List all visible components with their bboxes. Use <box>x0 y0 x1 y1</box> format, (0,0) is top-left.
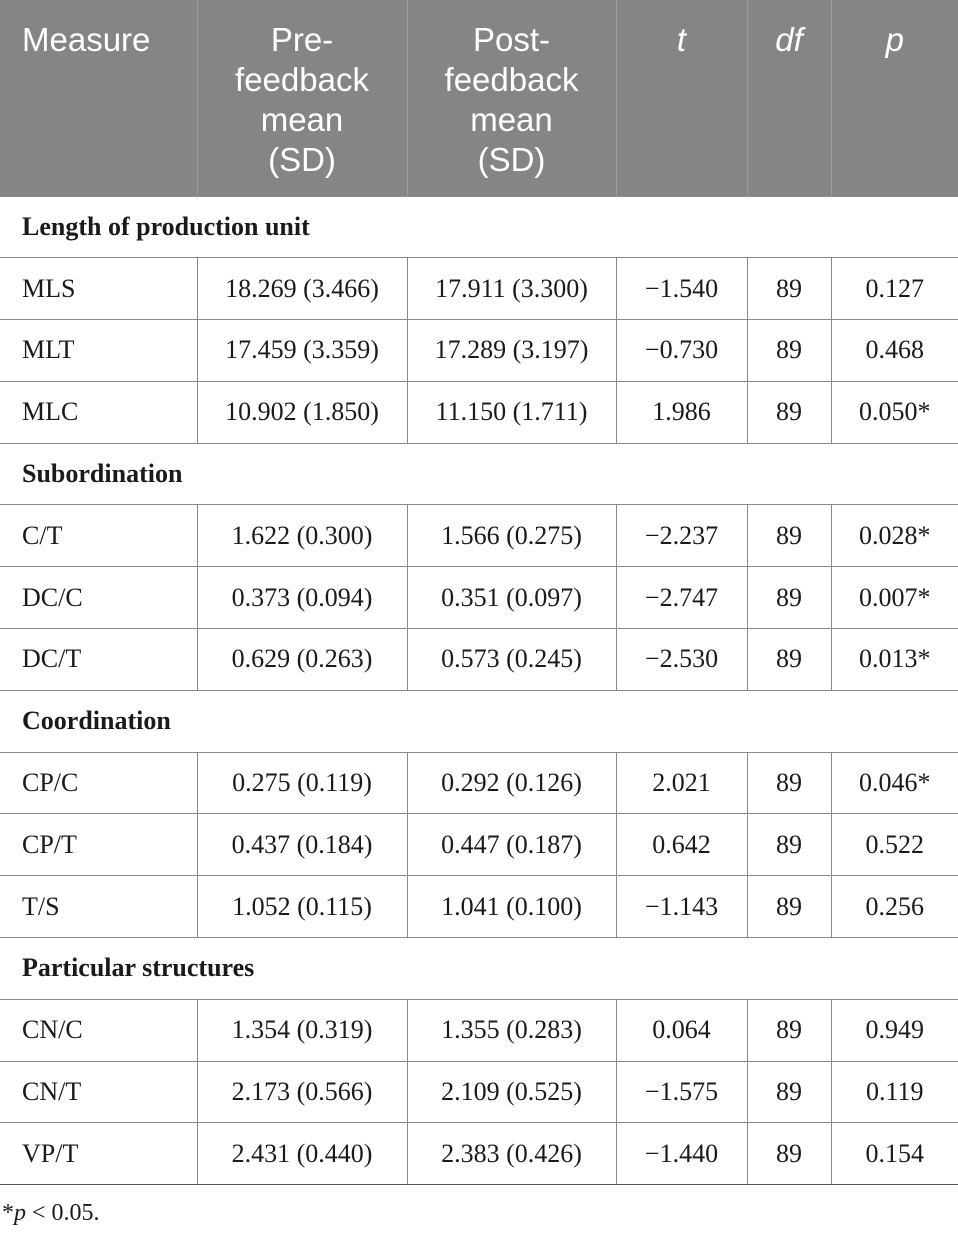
cell-df: 89 <box>747 567 831 629</box>
cell-df: 89 <box>747 876 831 938</box>
cell-t: −1.540 <box>616 258 747 320</box>
cell-t: −0.730 <box>616 320 747 382</box>
cell-t: −2.530 <box>616 629 747 691</box>
cell-post: 1.041 (0.100) <box>407 876 616 938</box>
cell-post: 11.150 (1.711) <box>407 381 616 443</box>
cell-p: 0.119 <box>831 1061 958 1123</box>
cell-p: 0.046* <box>831 752 958 814</box>
cell-pre: 0.373 (0.094) <box>197 567 407 629</box>
cell-p: 0.013* <box>831 629 958 691</box>
cell-df: 89 <box>747 258 831 320</box>
cell-p: 0.127 <box>831 258 958 320</box>
cell-t: −2.747 <box>616 567 747 629</box>
cell-post: 1.566 (0.275) <box>407 505 616 567</box>
table-row <box>0 629 958 691</box>
cell-post: 0.351 (0.097) <box>407 567 616 629</box>
cell-pre: 0.437 (0.184) <box>197 814 407 876</box>
table-row <box>0 752 958 814</box>
cell-p: 0.949 <box>831 999 958 1061</box>
table-row <box>0 258 958 320</box>
section-row <box>0 443 958 505</box>
table-row <box>0 567 958 629</box>
cell-measure: MLS <box>0 258 197 320</box>
footnote: *p < 0.05. <box>2 1200 100 1226</box>
cell-pre: 1.622 (0.300) <box>197 505 407 567</box>
cell-post: 17.289 (3.197) <box>407 320 616 382</box>
cell-t: 0.064 <box>616 999 747 1061</box>
table-header <box>0 0 958 196</box>
cell-df: 89 <box>747 320 831 382</box>
table-row <box>0 1061 958 1123</box>
cell-df: 89 <box>747 814 831 876</box>
header-t: t <box>616 0 747 196</box>
cell-measure: CN/C <box>0 999 197 1061</box>
cell-pre: 17.459 (3.359) <box>197 320 407 382</box>
table-row <box>0 876 958 938</box>
table-row <box>0 814 958 876</box>
table-row <box>0 999 958 1061</box>
cell-t: −1.440 <box>616 1123 747 1185</box>
cell-p: 0.007* <box>831 567 958 629</box>
cell-pre: 2.431 (0.440) <box>197 1123 407 1185</box>
section-row <box>0 196 958 258</box>
table-body <box>0 196 958 1185</box>
cell-t: −1.575 <box>616 1061 747 1123</box>
cell-post: 0.292 (0.126) <box>407 752 616 814</box>
cell-pre: 1.354 (0.319) <box>197 999 407 1061</box>
table-row <box>0 320 958 382</box>
cell-measure: MLT <box>0 320 197 382</box>
cell-pre: 18.269 (3.466) <box>197 258 407 320</box>
cell-p: 0.154 <box>831 1123 958 1185</box>
table-row <box>0 505 958 567</box>
cell-df: 89 <box>747 1061 831 1123</box>
cell-df: 89 <box>747 629 831 691</box>
cell-p: 0.028* <box>831 505 958 567</box>
table-row <box>0 1123 958 1185</box>
section-title: Coordination <box>0 690 958 752</box>
cell-post: 17.911 (3.300) <box>407 258 616 320</box>
section-title: Length of production unit <box>0 196 958 258</box>
cell-measure: DC/T <box>0 629 197 691</box>
cell-pre: 0.275 (0.119) <box>197 752 407 814</box>
cell-measure: T/S <box>0 876 197 938</box>
header-p: p <box>831 0 958 196</box>
cell-pre: 1.052 (0.115) <box>197 876 407 938</box>
cell-t: 2.021 <box>616 752 747 814</box>
cell-p: 0.256 <box>831 876 958 938</box>
header-post-feedback: Post- feedback mean (SD) <box>407 0 616 196</box>
cell-post: 1.355 (0.283) <box>407 999 616 1061</box>
header-df: df <box>747 0 831 196</box>
cell-measure: DC/C <box>0 567 197 629</box>
section-row <box>0 690 958 752</box>
cell-pre: 2.173 (0.566) <box>197 1061 407 1123</box>
cell-p: 0.522 <box>831 814 958 876</box>
cell-measure: CN/T <box>0 1061 197 1123</box>
cell-pre: 10.902 (1.850) <box>197 381 407 443</box>
cell-t: −1.143 <box>616 876 747 938</box>
cell-post: 2.383 (0.426) <box>407 1123 616 1185</box>
cell-pre: 0.629 (0.263) <box>197 629 407 691</box>
cell-measure: VP/T <box>0 1123 197 1185</box>
cell-p: 0.050* <box>831 381 958 443</box>
cell-p: 0.468 <box>831 320 958 382</box>
cell-post: 0.573 (0.245) <box>407 629 616 691</box>
cell-measure: MLC <box>0 381 197 443</box>
cell-measure: CP/C <box>0 752 197 814</box>
cell-t: 1.986 <box>616 381 747 443</box>
cell-measure: C/T <box>0 505 197 567</box>
section-title: Subordination <box>0 443 958 505</box>
cell-t: 0.642 <box>616 814 747 876</box>
cell-df: 89 <box>747 505 831 567</box>
cell-t: −2.237 <box>616 505 747 567</box>
cell-df: 89 <box>747 1123 831 1185</box>
header-measure: Measure <box>0 0 197 196</box>
section-title: Particular structures <box>0 938 958 1000</box>
cell-df: 89 <box>747 999 831 1061</box>
cell-post: 0.447 (0.187) <box>407 814 616 876</box>
cell-post: 2.109 (0.525) <box>407 1061 616 1123</box>
header-pre-feedback: Pre- feedback mean (SD) <box>197 0 407 196</box>
cell-measure: CP/T <box>0 814 197 876</box>
cell-df: 89 <box>747 381 831 443</box>
cell-df: 89 <box>747 752 831 814</box>
table-row <box>0 381 958 443</box>
section-row <box>0 938 958 1000</box>
